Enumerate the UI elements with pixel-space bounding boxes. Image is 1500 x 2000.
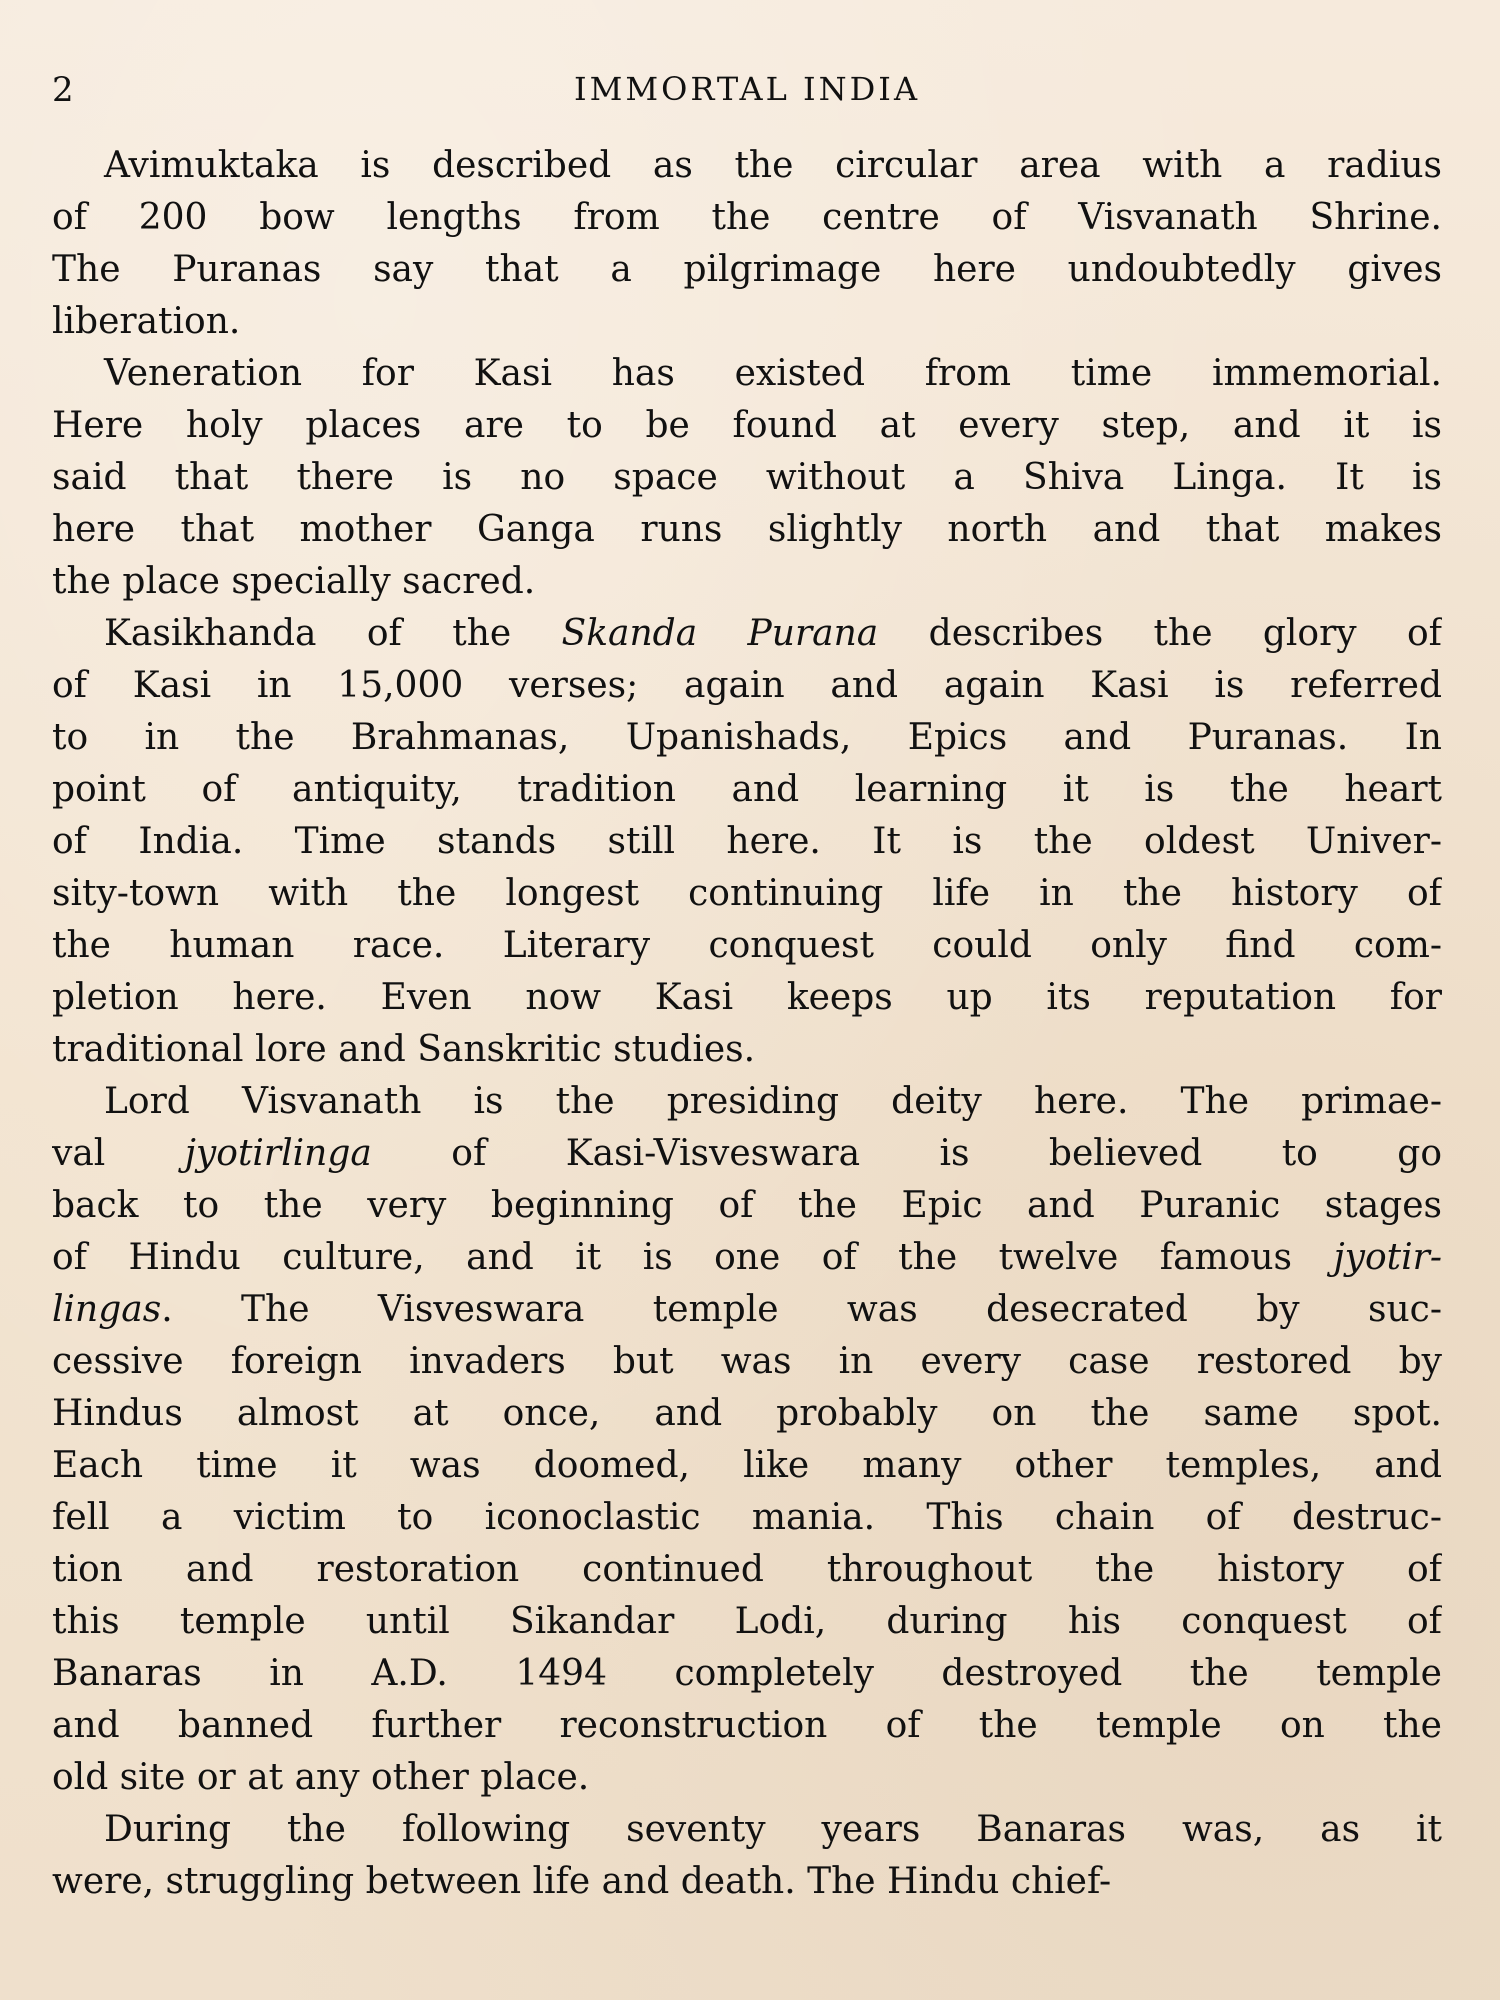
text-run: of Kasi-Visveswara is believed to go: [371, 1133, 1442, 1174]
text-line: [52, 1596, 1442, 1648]
text-line: [52, 764, 1442, 816]
text-line: [52, 816, 1442, 868]
italic-term: jyotirlinga: [184, 1133, 372, 1174]
text-run: were, struggling between life and death. The Hindu chief-: [52, 1861, 1112, 1902]
text-line: [52, 1232, 1442, 1284]
text-run: Banaras in A.D. 1494 completely destroyed the temple: [52, 1653, 1442, 1694]
text-line: [52, 1700, 1442, 1752]
text-run: val: [52, 1133, 185, 1174]
text-line: [52, 1388, 1442, 1440]
page-header: [52, 70, 1442, 120]
text-run: Hindus almost at once, and probably on the same spot.: [52, 1393, 1442, 1434]
text-line: [52, 608, 1442, 660]
text-line: [52, 1128, 1442, 1180]
text-line: [52, 1752, 1442, 1804]
text-line: [52, 192, 1442, 244]
paragraph: [52, 1076, 1442, 1804]
text-run: of Hindu culture, and it is one of the twelve famous: [52, 1237, 1334, 1278]
text-run: this temple until Sikandar Lodi, during his conquest of: [52, 1601, 1442, 1642]
text-run: fell a victim to iconoclastic mania. This chain of destruc-: [52, 1497, 1442, 1538]
text-run: of 200 bow lengths from the centre of Visvanath Shrine.: [52, 197, 1442, 238]
paragraph: [52, 1804, 1442, 1908]
text-run: . The Visveswara temple was desecrated by suc-: [161, 1289, 1442, 1330]
italic-term: lingas: [52, 1289, 162, 1330]
text-run: said that there is no space without a Shiva Linga. It is: [52, 457, 1442, 498]
italic-term: Skanda Purana: [561, 613, 879, 654]
text-line: [52, 972, 1442, 1024]
text-line: [52, 920, 1442, 972]
text-line: [52, 244, 1442, 296]
text-run: describes the glory of: [878, 613, 1442, 654]
text-run: The Puranas say that a pilgrimage here undoubtedly gives: [52, 249, 1442, 290]
text-line: [52, 1492, 1442, 1544]
text-line: [52, 1440, 1442, 1492]
paragraph: [52, 140, 1442, 348]
text-line: [52, 1024, 1442, 1076]
text-line: [52, 660, 1442, 712]
text-line: [52, 296, 1442, 348]
text-run: back to the very beginning of the Epic and Puranic stages: [52, 1185, 1442, 1226]
text-line: [52, 348, 1442, 400]
text-run: the place specially sacred.: [52, 561, 536, 602]
text-run: tion and restoration continued throughout the history of: [52, 1549, 1442, 1590]
text-run: the human race. Literary conquest could only find com-: [52, 925, 1442, 966]
text-run: point of antiquity, tradition and learning it is the heart: [52, 769, 1442, 810]
text-line: [52, 400, 1442, 452]
text-run: traditional lore and Sanskritic studies.: [52, 1029, 756, 1070]
text-line: [52, 1544, 1442, 1596]
paragraph: [52, 608, 1442, 1076]
text-run: Veneration for Kasi has existed from time immemorial.: [104, 353, 1442, 394]
text-line: [52, 868, 1442, 920]
text-run: cessive foreign invaders but was in every case restored by: [52, 1341, 1442, 1382]
text-run: liberation.: [52, 301, 241, 342]
text-line: [52, 140, 1442, 192]
text-run: Here holy places are to be found at every step, and it is: [52, 405, 1442, 446]
text-run: of Kasi in 15,000 verses; again and again Kasi is referred: [52, 665, 1442, 706]
text-run: During the following seventy years Banaras was, as it: [104, 1809, 1442, 1850]
body-text: [52, 140, 1442, 1908]
text-line: [52, 1856, 1442, 1908]
text-run: Lord Visvanath is the presiding deity here. The primae-: [104, 1081, 1442, 1122]
text-line: [52, 1076, 1442, 1128]
page-number: 2: [52, 70, 75, 110]
paragraph: [52, 348, 1442, 608]
text-line: [52, 1284, 1442, 1336]
text-run: and banned further reconstruction of the temple on the: [52, 1705, 1442, 1746]
text-line: [52, 1648, 1442, 1700]
text-run: here that mother Ganga runs slightly north and that makes: [52, 509, 1442, 550]
running-title: IMMORTAL INDIA: [573, 70, 921, 108]
text-run: old site or at any other place.: [52, 1757, 590, 1798]
italic-term: jyotir-: [1333, 1237, 1442, 1278]
text-run: to in the Brahmanas, Upanishads, Epics and Puranas. In: [52, 717, 1442, 758]
text-run: Avimuktaka is described as the circular area with a radius: [104, 145, 1442, 186]
text-line: [52, 1336, 1442, 1388]
text-line: [52, 1180, 1442, 1232]
text-run: Kasikhanda of the: [104, 613, 562, 654]
text-line: [52, 1804, 1442, 1856]
text-run: sity-town with the longest continuing life in the history of: [52, 873, 1442, 914]
text-run: pletion here. Even now Kasi keeps up its reputation for: [52, 977, 1442, 1018]
text-line: [52, 712, 1442, 764]
text-run: Each time it was doomed, like many other temples, and: [52, 1445, 1442, 1486]
text-run: of India. Time stands still here. It is the oldest Univer-: [52, 821, 1442, 862]
text-line: [52, 504, 1442, 556]
text-line: [52, 452, 1442, 504]
text-line: [52, 556, 1442, 608]
